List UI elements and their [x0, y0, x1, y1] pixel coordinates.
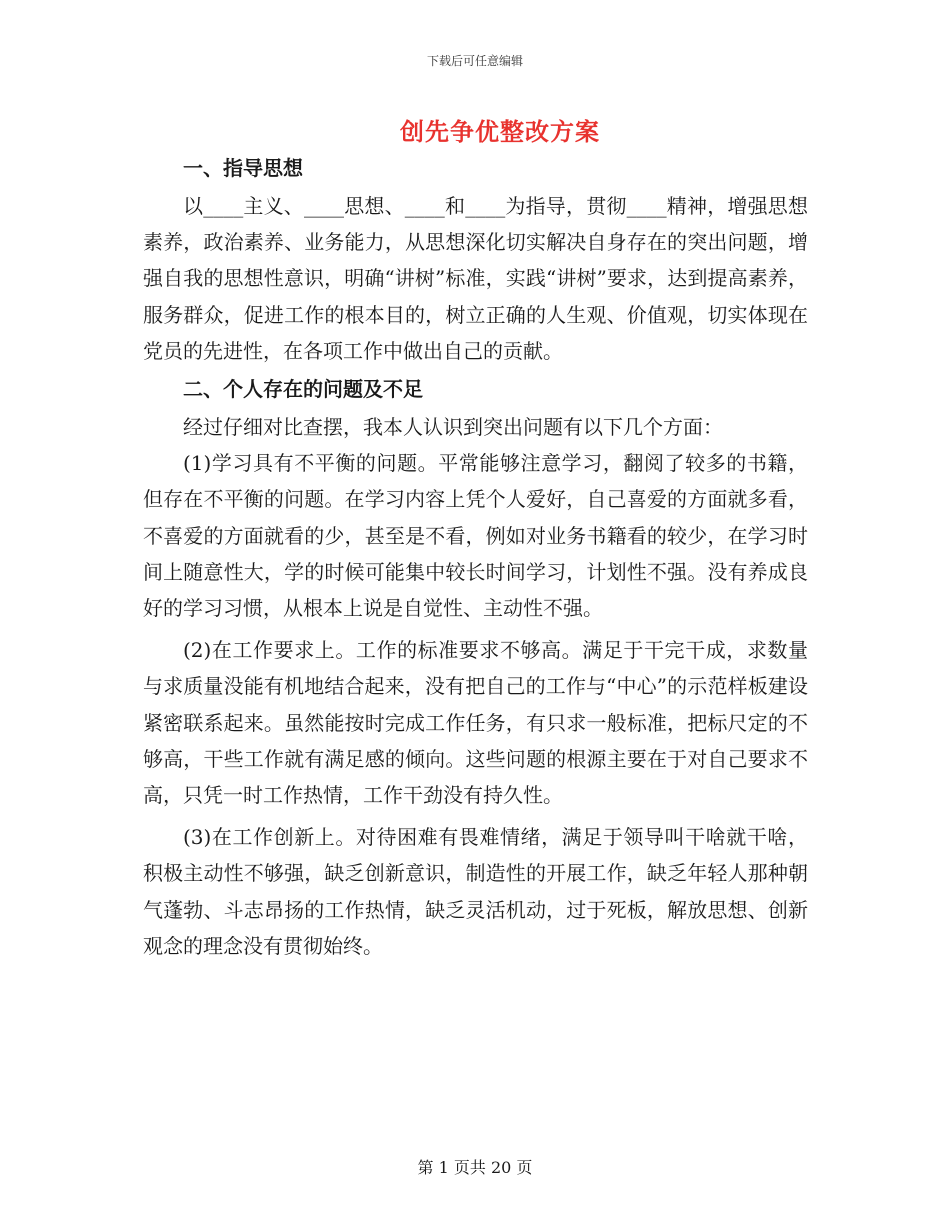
section-paragraph-guiding-ideology: 以____主义、____思想、____和____为指导，贯彻____精神，增强思想素养，政治素养、业务能力，从思想深化切实解决自身存在的突出问题，增强自我的思想性意识，明确“讲树”标准，实践“讲树”要求，达到提高素养，服务群众，促进工作的根本目的，树立正确的人生观、价值观，切实体现在党员的先进性，在各项工作中做出自己的贡献。	[143, 194, 808, 363]
section-heading-personal-problems: 二、个人存在的问题及不足	[183, 377, 423, 402]
problem-item-1: (1)学习具有不平衡的问题。平常能够注意学习，翻阅了较多的书籍，但存在不平衡的问题。在学习内容上凭个人爱好，自己喜爱的方面就多看，不喜爱的方面就看的少，甚至是不看，例如对业务书籍看的较少，在学习时间上随意性大，学的时候可能集中较长时间学习，计划性不强。没有养成良好的学习习惯，从根本上说是自觉性、主动性不强。	[143, 451, 808, 621]
document-title: 创先争优整改方案	[400, 117, 600, 146]
problem-item-3: (3)在工作创新上。对待困难有畏难情绪，满足于领导叫干啥就干啥，积极主动性不够强，缺乏创新意识，制造性的开展工作，缺乏年轻人那种朝气蓬勃、斗志昂扬的工作热情，缺乏灵活机动，过于死板，解放思想、创新观念的理念没有贯彻始终。	[143, 825, 808, 958]
page-number-footer: 第 1 页共 20 页	[417, 1158, 533, 1177]
header-note: 下载后可任意编辑	[426, 54, 523, 68]
section-intro-personal-problems: 经过仔细对比查摆，我本人认识到突出问题有以下几个方面：	[183, 415, 723, 440]
section-heading-guiding-ideology: 一、指导思想	[183, 156, 303, 180]
document-body	[143, 148, 808, 964]
problem-item-2: (2)在工作要求上。工作的标准要求不够高。满足于干完干成，求数量与求质量没能有机地结合起来，没有把自己的工作与“中心”的示范样板建设紧密联系起来。虽然能按时完成工作任务，有只求一般标准，把标尺定的不够高，干些工作就有满足感的倾向。这些问题的根源主要在于对自己要求不高，只凭一时工作热情，工作干劲没有持久性。	[143, 638, 808, 808]
